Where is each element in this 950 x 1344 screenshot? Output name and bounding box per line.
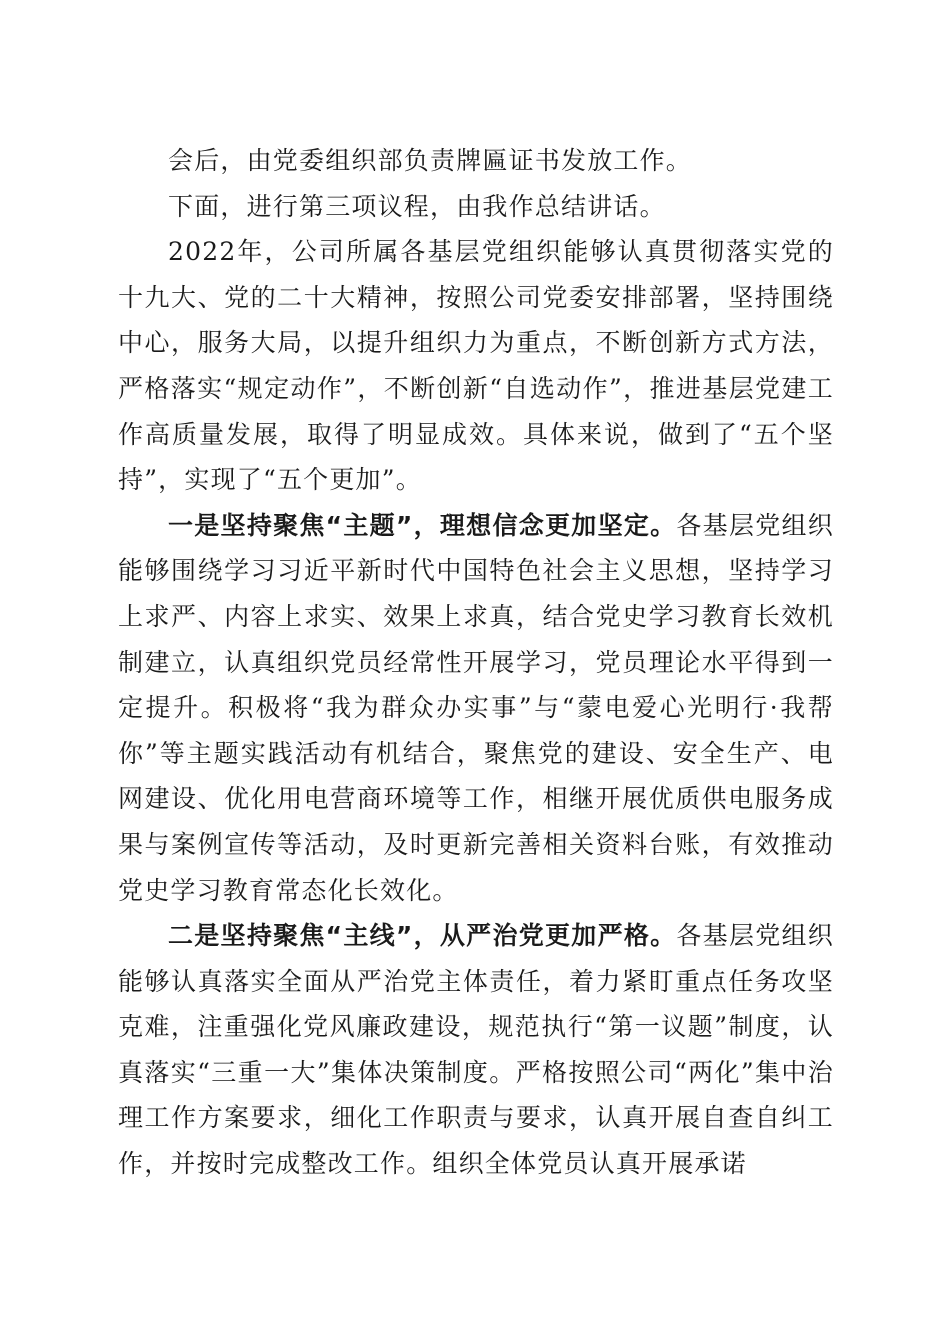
paragraph-5-text: 各基层党组织能够认真落实全面从严治党主体责任，着力紧盯重点任务攻坚克难，注重强化党风廉政建设，规范执行“第一议题”制度，认真落实“三重一大”集体决策制度。严格按照公司“两化”集中治理工作方案要求，细化工作职责与要求，认真开展自查自纠工作，并按时完成整改工作。组织全体党员认真开展承诺: [118, 921, 834, 1179]
document-body: [118, 138, 834, 1187]
paragraph-4-lead: 一是坚持聚焦“主题”，理想信念更加坚定。: [168, 510, 677, 540]
paragraph-5-lead: 二是坚持聚焦“主线”，从严治党更加严格。: [168, 921, 677, 951]
paragraph-3-text: 2022年，公司所属各基层党组织能够认真贯彻落实党的十九大、党的二十大精神，按照公司党委安排部署，坚持围绕中心，服务大局，以提升组织力为重点，不断创新方式方法，严格落实“规定动作”，不断创新“自选动作”，推进基层党建工作高质量发展，取得了明显成效。具体来说，做到了“五个坚持”，实现了“五个更加”。: [118, 237, 834, 495]
paragraph-4: [118, 503, 834, 913]
paragraph-1-text: 会后，由党委组织部负责牌匾证书发放工作。: [168, 146, 693, 175]
paragraph-4-text: 各基层党组织能够围绕学习习近平新时代中国特色社会主义思想，坚持学习上求严、内容上求实、效果上求真，结合党史学习教育长效机制建立，认真组织党员经常性开展学习，党员理论水平得到一定提升。积极将“我为群众办实事”与“蒙电爱心光明行·我帮你”等主题实践活动有机结合，聚焦党的建设、安全生产、电网建设、优化用电营商环境等工作，相继开展优质供电服务成果与案例宣传等活动，及时更新完善相关资料台账，有效推动党史学习教育常态化长效化。: [118, 510, 834, 905]
paragraph-3: [118, 229, 834, 503]
paragraph-5: [118, 913, 834, 1187]
paragraph-2: [118, 184, 834, 230]
paragraph-1: [118, 138, 834, 184]
paragraph-2-text: 下面，进行第三项议程，由我作总结讲话。: [168, 191, 666, 221]
